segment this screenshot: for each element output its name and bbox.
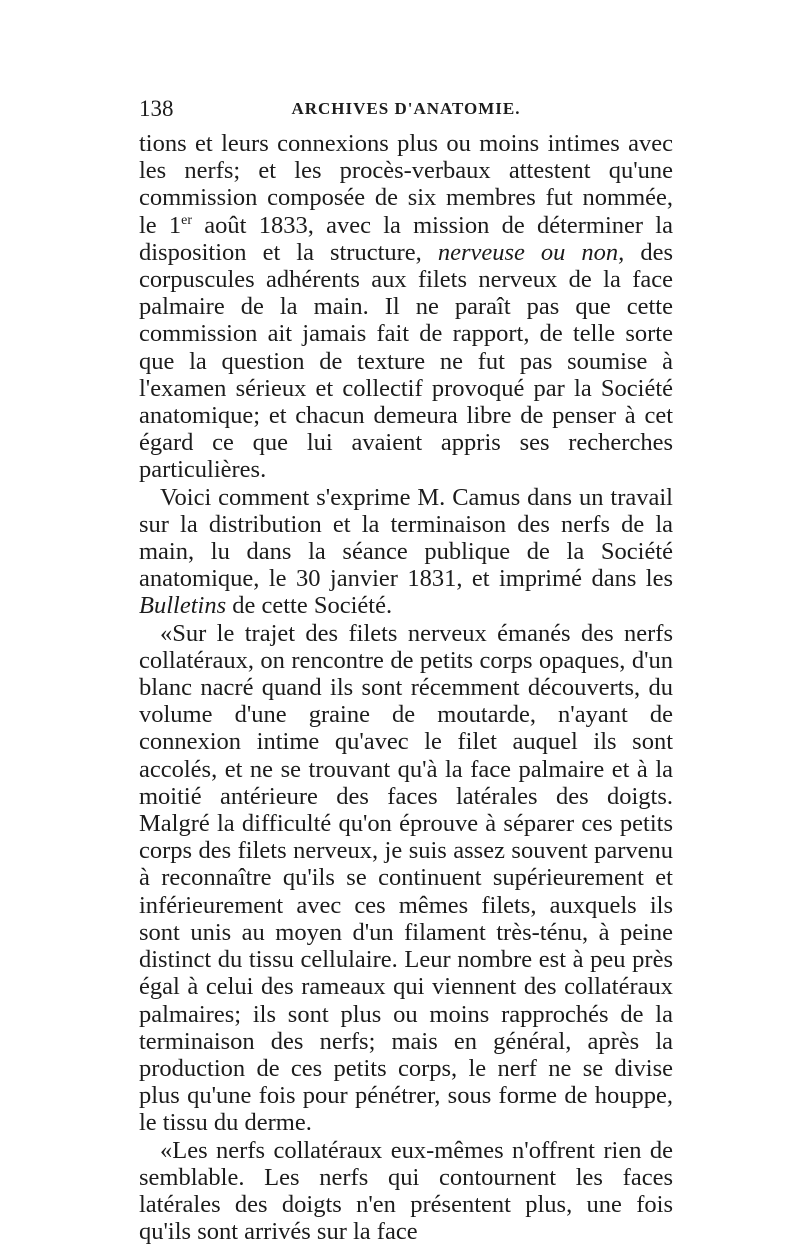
paragraph bbox=[139, 130, 673, 484]
paragraph bbox=[139, 1137, 673, 1245]
page-header bbox=[139, 96, 673, 130]
text-segment: août 1833, avec la mission de déterminer la disposition et la structure, bbox=[139, 211, 673, 266]
text-segment: tions et leurs connexions plus ou moins intimes avec les nerfs; et les procès-verbaux attestent qu'une commission composée de six membres fut nommée, le 1 bbox=[139, 130, 673, 239]
text-segment: des corpuscules adhérents aux filets nerveux de la face palmaire de la main. Il ne paraît pas que cette commission ait jamais fait de rapport, de telle sorte que la question de texture ne fut pas soumise à l'examen sérieux et collectif provoqué par la Société anatomique; et chacun demeura libre de penser à cet égard ce que lui avaient appris ses recherches particulières. bbox=[139, 238, 673, 484]
italic-text: Bulletins bbox=[139, 592, 227, 620]
superscript: er bbox=[181, 212, 193, 228]
text-segment: Voici comment s'exprime M. Camus dans un travail sur la distribution et la terminaison des nerfs de la main, lu dans la séance publique de la Société anatomique, le 30 janvier 1831, et imprimé dans les bbox=[139, 483, 673, 593]
text-segment: «Les nerfs collatéraux eux-mêmes n'offrent rien de semblable. Les nerfs qui contournent les faces latérales des doigts n'en présentent plus, une fois qu'ils sont arrivés sur la face bbox=[139, 1136, 673, 1245]
text-segment: de cette Société. bbox=[226, 592, 393, 620]
body-text bbox=[139, 130, 673, 1245]
paragraph bbox=[139, 484, 673, 620]
book-page bbox=[139, 96, 673, 1245]
page-number: 138 bbox=[139, 96, 174, 121]
running-title: ARCHIVES D'ANATOMIE. bbox=[291, 99, 521, 118]
paragraph bbox=[139, 620, 673, 1137]
text-segment: «Sur le trajet des filets nerveux émanés des nerfs collatéraux, on rencontre de petits corps opaques, d'un blanc nacré quand ils sont récemment découverts, du volume d'une graine de moutarde, n'ayant de connexion intime qu'avec le filet auquel ils sont accolés, et ne se trouvant qu'à la face palmaire et à la moitié antérieure des faces latérales des doigts. Malgré la difficulté qu'on éprouve à séparer ces petits corps des filets nerveux, je suis assez souvent parvenu à reconnaître qu'ils se continuent supérieurement et inférieurement avec ces mêmes filets, auxquels ils sont unis au moyen d'un filament très-ténu, à peine distinct du tissu cellulaire. Leur nombre est à peu près égal à celui des rameaux qui viennent des collatéraux palmaires; ils sont plus ou moins rapprochés de la terminaison des nerfs; mais en général, après la production de ces petits corps, le nerf ne se divise plus qu'une fois pour pénétrer, sous forme de houppe, le tissu du derme. bbox=[139, 619, 673, 1137]
italic-text: nerveuse ou non, bbox=[437, 238, 625, 266]
